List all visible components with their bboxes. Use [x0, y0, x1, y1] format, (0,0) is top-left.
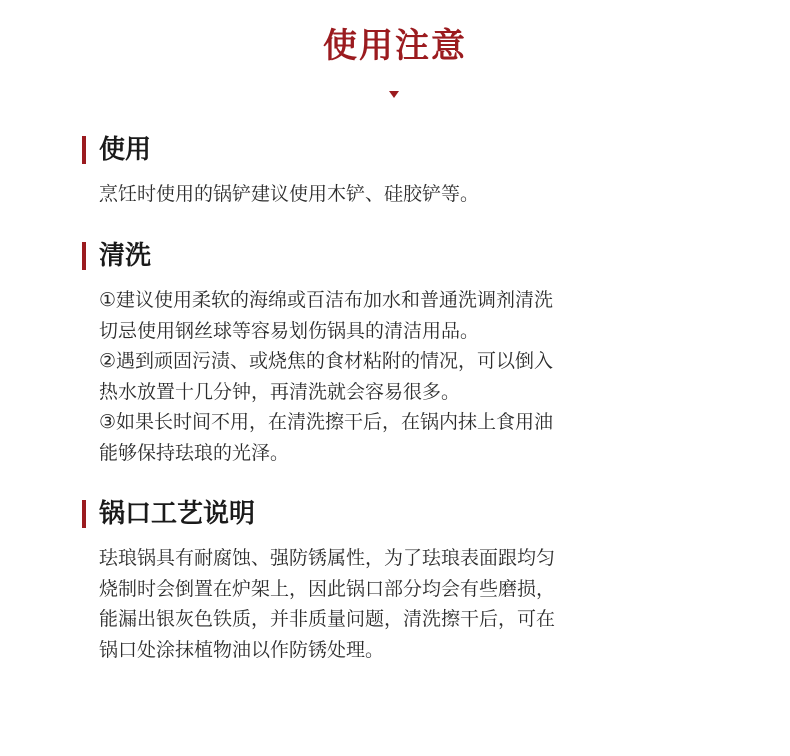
- body-line: 珐琅锅具有耐腐蚀、强防锈属性，为了珐琅表面跟均匀: [99, 547, 556, 569]
- body-line: 能漏出银灰色铁质，并非质量问题，清洗擦干后，可在: [99, 608, 556, 630]
- section-body: [99, 179, 722, 210]
- body-line: 能够保持珐琅的光泽。: [99, 441, 290, 464]
- body-line: 热水放置十几分钟，再清洗就会容易很多。: [99, 380, 461, 403]
- body-line: 烹饪时使用的锅铲建议使用木铲、硅胶铲等。: [99, 183, 480, 205]
- heading-accent-bar: [82, 136, 86, 164]
- page-title: 使用注意: [323, 26, 467, 66]
- section-heading-text: 使用: [99, 135, 152, 165]
- section-heading: [82, 133, 722, 167]
- body-line: 切忌使用钢丝球等容易划伤锅具的清洁用品。: [99, 319, 480, 342]
- section-cleaning: [82, 239, 722, 468]
- section-usage: [82, 133, 722, 210]
- body-line: 烧制时会倒置在炉架上，因此锅口部分均会有些磨损，: [99, 577, 556, 600]
- body-line: 锅口处涂抹植物油以作防锈处理。: [99, 638, 385, 661]
- section-heading: [82, 239, 722, 273]
- section-heading-text: 锅口工艺说明: [99, 499, 256, 529]
- section-heading: [82, 497, 722, 531]
- body-line: ②遇到顽固污渍、或烧焦的食材粘附的情况，可以倒入: [99, 350, 554, 372]
- body-line: ①建议使用柔软的海绵或百洁布加水和普通洗调剂清洗: [99, 289, 554, 311]
- section-rim-craft: [82, 497, 722, 665]
- title-triangle-marker: [389, 91, 399, 98]
- section-heading-text: 清洗: [99, 241, 152, 271]
- heading-accent-bar: [82, 242, 86, 270]
- section-body: [99, 543, 722, 665]
- heading-accent-bar: [82, 500, 86, 528]
- section-body: [99, 285, 722, 468]
- body-line: ③如果长时间不用，在清洗擦干后，在锅内抹上食用油: [99, 411, 554, 433]
